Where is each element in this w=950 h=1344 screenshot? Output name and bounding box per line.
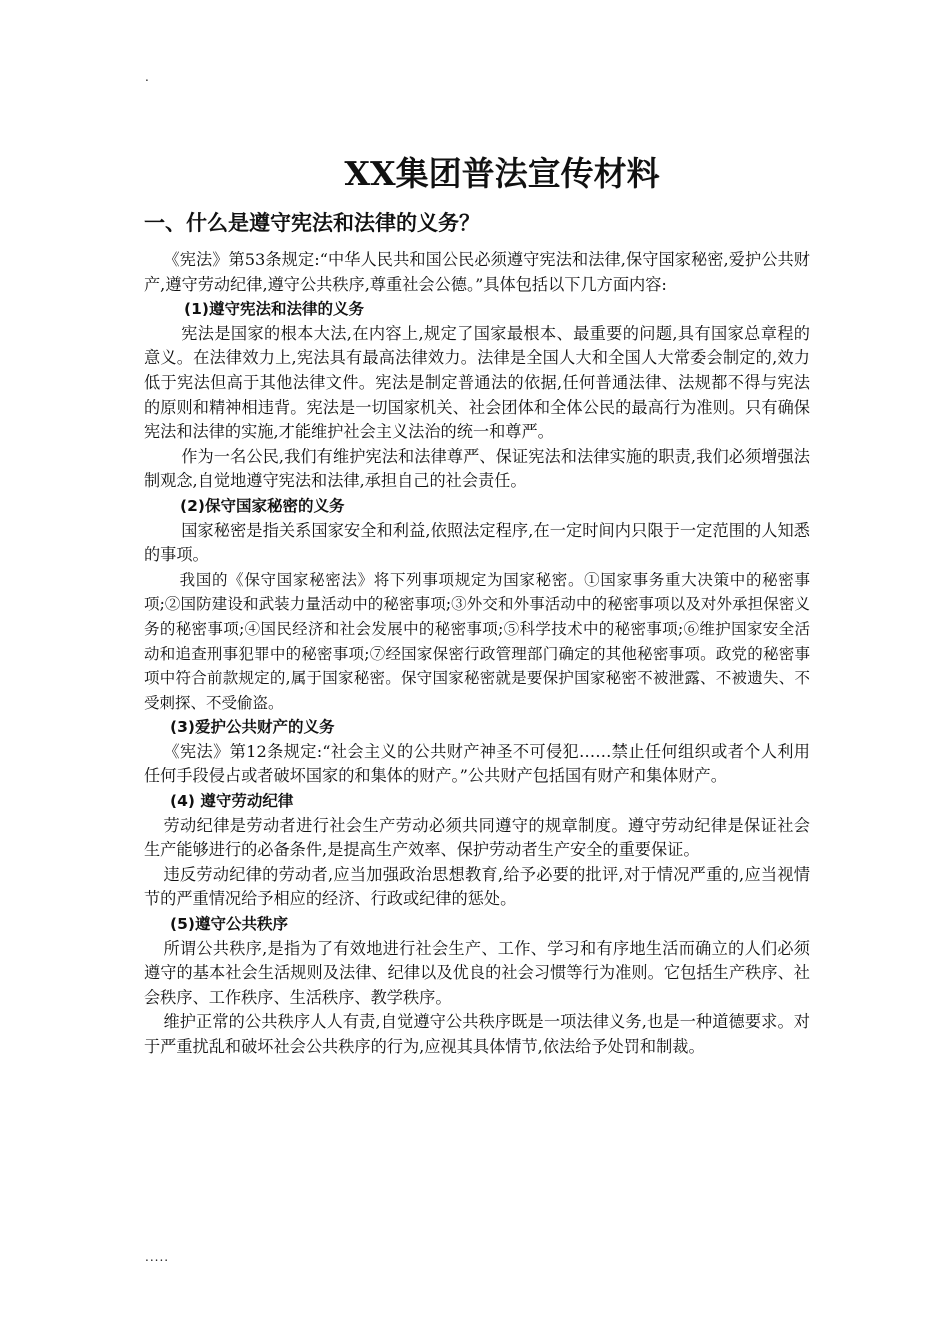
document-title: XX集团普法宣传材料 xyxy=(344,154,660,193)
subsection-title-3: (3)爱护公共财产的义务 xyxy=(170,718,335,737)
subsection-title-4: (4) 遵守劳动纪律 xyxy=(170,792,294,811)
document-body xyxy=(144,148,810,1060)
subsection-title-1: (1)遵守宪法和法律的义务 xyxy=(184,300,364,319)
paragraph: 维护正常的公共秩序人人有责,自觉遵守公共秩序既是一项法律义务,也是一种道德要求。对于严重扰乱和破坏社会公共秩序的行为,应视其具体情节,依法给予处罚和制裁。 xyxy=(144,1012,810,1056)
intro-paragraph: 《宪法》第53条规定:“中华人民共和国公民必须遵守宪法和法律,保守国家秘密,爱护公共财产,遵守劳动纪律,遵守公共秩序,尊重社会公德。”具体包括以下几方面内容: xyxy=(144,250,810,294)
paragraph: 作为一名公民,我们有维护宪法和法律尊严、保证宪法和法律实施的职责,我们必须增强法制观念,自觉地遵守宪法和法律,承担自己的社会责任。 xyxy=(144,446,810,491)
footer-mark: ..... xyxy=(145,1250,170,1264)
paragraph: 违反劳动纪律的劳动者,应当加强政治思想教育,给予必要的批评,对于情况严重的,应当视情节的严重情况给予相应的经济、行政或纪律的惩处。 xyxy=(144,864,810,909)
paragraph: 国家秘密是指关系国家安全和利益,依照法定程序,在一定时间内只限于一定范围的人知悉的事项。 xyxy=(144,520,810,565)
paragraph: 《宪法》第12条规定:“社会主义的公共财产神圣不可侵犯……禁止任何组织或者个人利用任何手段侵占或者破坏国家的和集体的财产。”公共财产包括国有财产和集体财产。 xyxy=(144,741,810,786)
paragraph: 所谓公共秩序,是指为了有效地进行社会生产、工作、学习和有序地生活而确立的人们必须遵守的基本社会生活规则及法律、纪律以及优良的社会习惯等行为准则。它包括生产秩序、社会秩序、工作秩序、生活秩序、教学秩序。 xyxy=(144,938,810,1007)
subsection-title-2: (2)保守国家秘密的义务 xyxy=(180,496,345,515)
header-mark: . xyxy=(145,70,149,84)
paragraph: 我国的《保守国家秘密法》将下列事项规定为国家秘密。①国家事务重大决策中的秘密事项;②国防建设和武装力量活动中的秘密事项;③外交和外事活动中的秘密事项以及对外承担保密义务的秘密事项;④国民经济和社会发展中的秘密事项;⑤科学技术中的秘密事项;⑥维护国家安全活动和追查刑事犯罪中的秘密事项;⑦经国家保密行政管理部门确定的其他秘密事项。政党的秘密事项中符合前款规定的,属于国家秘密。保守国家秘密就是要保护国家秘密不被泄露、不被遗失、不受刺探、不受偷盗。 xyxy=(144,570,810,712)
paragraph: 宪法是国家的根本大法,在内容上,规定了国家最根本、最重要的问题,具有国家总章程的意义。在法律效力上,宪法具有最高法律效力。法律是全国人大和全国人大常委会制定的,效力低于宪法但高于其他法律文件。宪法是制定普通法的依据,任何普通法律、法规都不得与宪法的原则和精神相违背。宪法是一切国家机关、社会团体和全体公民的最高行为准则。只有确保宪法和法律的实施,才能维护社会主义法治的统一和尊严。 xyxy=(144,323,810,442)
section-heading: 一、什么是遵守宪法和法律的义务？ xyxy=(144,211,480,235)
paragraph: 劳动纪律是劳动者进行社会生产劳动必须共同遵守的规章制度。遵守劳动纪律是保证社会生产能够进行的必备条件,是提高生产效率、保护劳动者生产安全的重要保证。 xyxy=(144,815,810,860)
subsection-title-5: (5)遵守公共秩序 xyxy=(170,915,288,934)
